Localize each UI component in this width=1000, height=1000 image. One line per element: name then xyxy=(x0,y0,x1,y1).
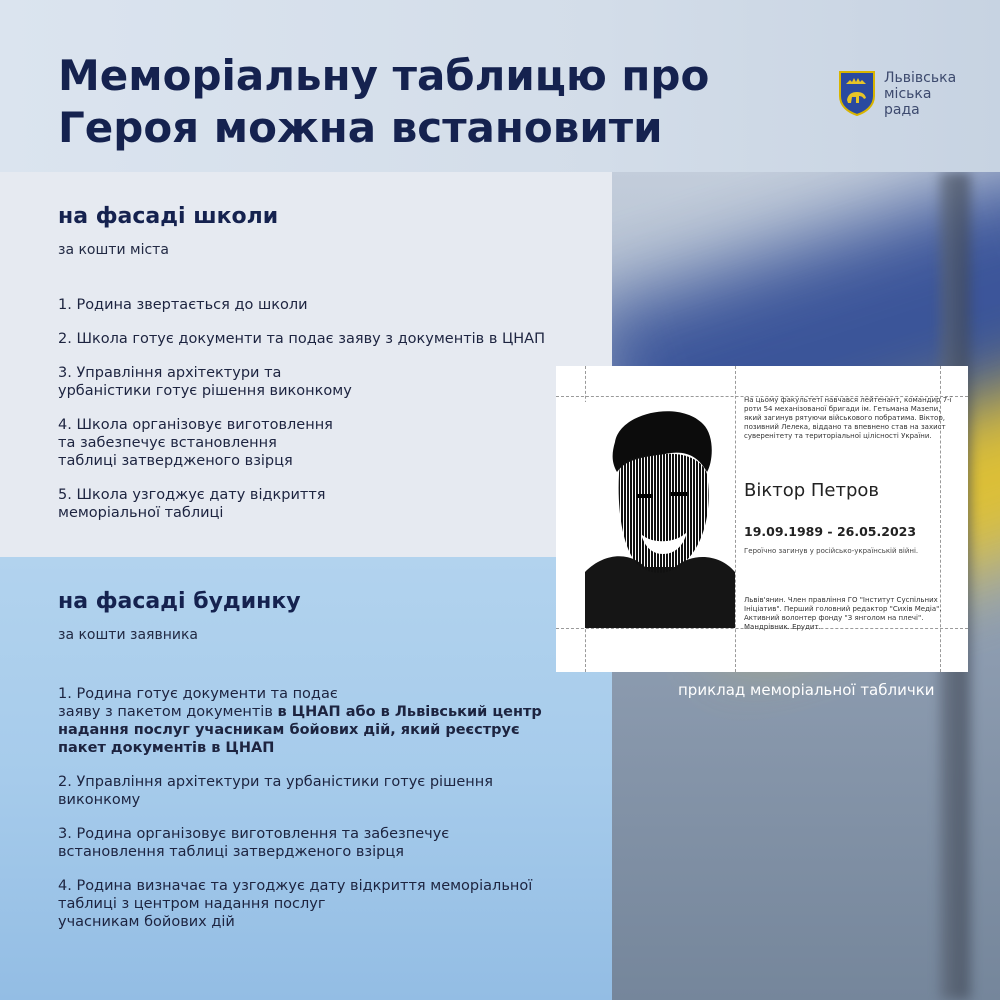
cut-guide-line xyxy=(735,366,736,672)
step-line xyxy=(58,739,542,757)
step-text: заяву з пакетом документів xyxy=(58,704,278,720)
step-line xyxy=(58,703,542,721)
list-item xyxy=(58,486,545,522)
house-section-title: на фасаді будинку xyxy=(58,589,301,614)
step-line: 1. Родина звертається до школи xyxy=(58,297,308,313)
step-bold-text: пакет документів в ЦНАП xyxy=(58,740,275,756)
school-steps-list xyxy=(58,296,545,538)
city-council-logo xyxy=(838,70,956,118)
step-line: учасникам бойових дій xyxy=(58,914,235,930)
bio-line: Мандрівник. Ерудит. xyxy=(744,623,821,631)
portrait-engraving xyxy=(585,402,735,628)
hero-portrait xyxy=(585,402,735,628)
header xyxy=(0,0,1000,172)
step-line: 5. Школа узгоджує дату відкриття xyxy=(58,487,326,503)
step-line: таблиці затвердженого взірця xyxy=(58,453,293,469)
step-line: 2. Школа готує документи та подає заяву з документів в ЦНАП xyxy=(58,331,545,347)
list-item xyxy=(58,825,542,861)
logo-line: міська xyxy=(884,86,932,102)
plaque-text-line: роти 54 механізованої бригади ім. Гетьмана Мазепи, xyxy=(744,405,941,413)
step-line: 3. Родина організовує виготовлення та забезпечує xyxy=(58,826,450,842)
hero-dates: 19.09.1989 - 26.05.2023 xyxy=(744,524,917,539)
logo-line: рада xyxy=(884,102,920,118)
list-item xyxy=(58,773,542,809)
step-line: меморіальної таблиці xyxy=(58,505,224,521)
step-line: 4. Школа організовує виготовлення xyxy=(58,417,333,433)
step-line xyxy=(58,721,542,739)
title-line: Меморіальну таблицю про xyxy=(58,51,710,100)
step-line: таблиці з центром надання послуг xyxy=(58,896,326,912)
plaque-text-line: позивний Лелека, віддано та впевнено став на захист xyxy=(744,423,946,431)
step-line: 3. Управління архітектури та xyxy=(58,365,282,381)
step-bold-text: в ЦНАП або в Львівський центр xyxy=(277,704,542,720)
list-item xyxy=(58,416,545,470)
school-section-title: на фасаді школи xyxy=(58,204,279,229)
list-item xyxy=(58,296,545,314)
step-line: та забезпечує встановлення xyxy=(58,435,277,451)
page-title xyxy=(58,50,798,154)
plaque-text-line: суверенітету та територіальної цілісності України. xyxy=(744,432,932,440)
step-line: 1. Родина готує документи та подає xyxy=(58,686,338,702)
bio-line: Львів'янин. Член правління ГО "Інститут Суспільних xyxy=(744,596,938,604)
bio-line: Активний волонтер фонду "З янголом на плечі". xyxy=(744,614,924,622)
list-item xyxy=(58,364,545,400)
list-item xyxy=(58,685,542,757)
house-section xyxy=(0,557,612,1000)
logo-line: Львівська xyxy=(884,70,957,86)
bio-line: Ініціатив". Перший головний редактор "Сихів Медіа". xyxy=(744,605,942,613)
title-line: Героя можна встановити xyxy=(58,103,663,152)
hero-name: Віктор Петров xyxy=(744,480,880,501)
plaque-text-line: На цьому факультеті навчався лейтенант, командир 7-ї xyxy=(744,396,952,404)
memorial-plaque-example xyxy=(556,366,968,672)
plaque-text-line: який загинув рятуючи військового побратима. Віктор, xyxy=(744,414,946,422)
step-line: виконкому xyxy=(58,792,141,808)
plaque-caption: приклад меморіальної таблички xyxy=(678,681,935,699)
step-line: встановлення таблиці затвердженого взірця xyxy=(58,844,404,860)
list-item xyxy=(58,330,545,348)
list-item xyxy=(58,877,542,931)
house-steps-list xyxy=(58,685,542,947)
logo-text xyxy=(884,70,956,118)
plaque-description xyxy=(744,396,952,441)
school-section xyxy=(0,172,612,557)
school-section-subtitle: за кошти міста xyxy=(58,242,169,258)
hero-bio xyxy=(744,596,956,632)
step-bold-text: надання послуг учасникам бойових дій, який реєструє xyxy=(58,722,520,738)
step-line: 4. Родина визначає та узгоджує дату відкриття меморіальної xyxy=(58,878,533,894)
house-section-subtitle: за кошти заявника xyxy=(58,627,198,643)
lion-coat-of-arms-icon xyxy=(838,70,876,116)
hero-death-note: Героїчно загинув у російсько-українській війні. xyxy=(744,547,919,555)
step-line: урбаністики готує рішення виконкому xyxy=(58,383,352,399)
step-line: 2. Управління архітектури та урбаністики готує рішення xyxy=(58,774,493,790)
